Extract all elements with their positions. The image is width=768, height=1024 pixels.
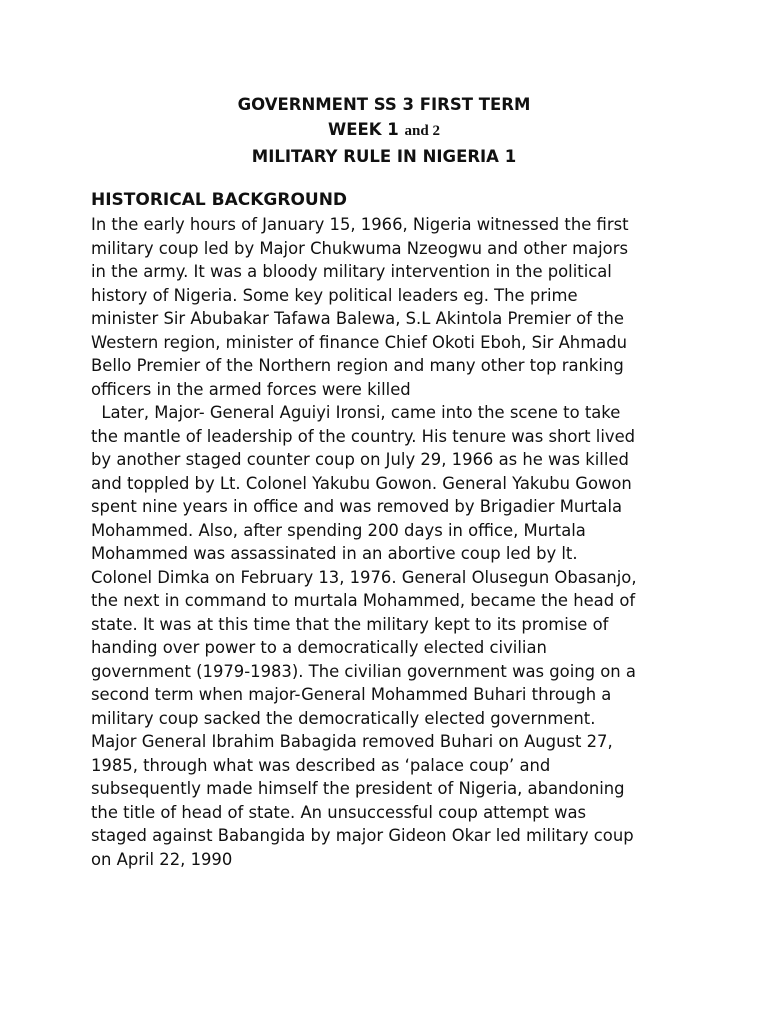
title-block [0, 92, 768, 169]
week-main: WEEK 1 [328, 120, 399, 139]
body-line: Bello Premier of the Northern region and many other top ranking [91, 356, 624, 375]
body-line: military coup led by Major Chukwuma Nzeogwu and other majors [91, 238, 628, 258]
body-line: Later, Major- General Aguiyi Ironsi, came into the scene to take [91, 403, 621, 422]
week-label [0, 117, 768, 144]
body-line: Western region, minister of finance Chief Okoti Eboh, Sir Ahmadu [91, 332, 627, 352]
body-line: the mantle of leadership of the country. His tenure was short lived [91, 426, 636, 446]
week-suffix: and 2 [404, 123, 440, 139]
body-line: handing over power to a democratically elected civilian [91, 638, 547, 657]
body-line: by another staged counter coup on July 29, 1966 as he was killed [91, 450, 629, 469]
body-line: military coup sacked the democratically elected government. [91, 708, 596, 728]
body-line: staged against Babangida by major Gideon Okar led military coup [91, 826, 634, 845]
section-heading: HISTORICAL BACKGROUND [91, 190, 348, 210]
body-line: 1985, through what was described as ‘palace coup’ and [91, 755, 551, 775]
document-title: GOVERNMENT SS 3 FIRST TERM [237, 95, 531, 114]
body-line: the title of head of state. An unsuccessful coup attempt was [91, 802, 587, 822]
body-line: in the army. It was a bloody military intervention in the political [91, 262, 612, 281]
body-line: minister Sir Abubakar Tafawa Balewa, S.L Akintola Premier of the [91, 309, 625, 328]
body-line: history of Nigeria. Some key political leaders eg. The prime [91, 285, 578, 305]
body-line: subsequently made himself the president of Nigeria, abandoning [91, 779, 625, 798]
body-line: on April 22, 1990 [91, 849, 233, 869]
section-body [91, 213, 691, 871]
body-line: Colonel Dimka on February 13, 1976. General Olusegun Obasanjo, [91, 567, 637, 587]
body-line: and toppled by Lt. Colonel Yakubu Gowon. General Yakubu Gowon [91, 473, 632, 493]
body-line: spent nine years in office and was removed by Brigadier Murtala [91, 497, 623, 516]
body-line: officers in the armed forces were killed [91, 379, 411, 399]
body-line: the next in command to murtala Mohammed, became the head of [91, 591, 636, 610]
body-line: second term when major-General Mohammed Buhari through a [91, 685, 612, 704]
body-line: Mohammed was assassinated in an abortive coup led by lt. [91, 544, 578, 563]
document-subtitle: MILITARY RULE IN NIGERIA 1 [251, 147, 517, 166]
body-line: state. It was at this time that the military kept to its promise of [91, 614, 609, 634]
body-line: Mohammed. Also, after spending 200 days in office, Murtala [91, 520, 586, 540]
body-line: In the early hours of January 15, 1966, Nigeria witnessed the first [91, 215, 629, 234]
body-line: government (1979-1983). The civilian government was going on a [91, 661, 636, 681]
body-line: Major General Ibrahim Babagida removed Buhari on August 27, [91, 732, 613, 751]
